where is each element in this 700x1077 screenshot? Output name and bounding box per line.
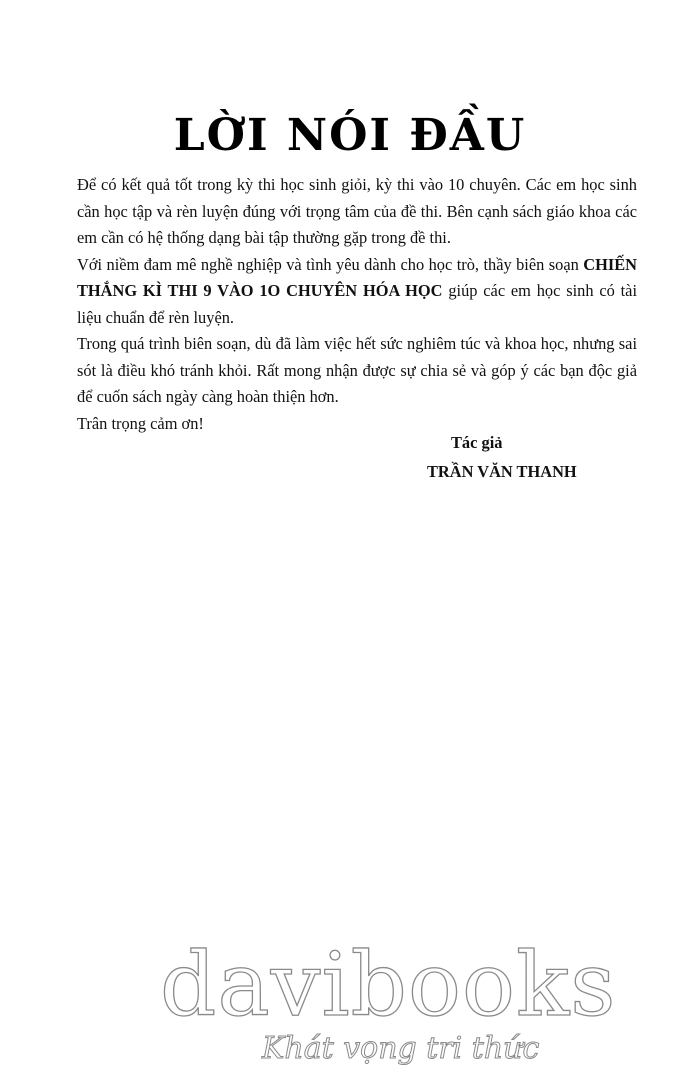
paragraph-2: [77, 252, 637, 332]
paragraph-2-intro: Với niềm đam mê nghề nghiệp và tình yêu dành cho học trò, thầy biên soạn: [77, 254, 584, 274]
signature-block: [427, 428, 577, 486]
paragraph-2-outro: giúp các em học sinh có tài liệu chuẩn để rèn luyện.: [77, 281, 637, 327]
author-name: TRẦN VĂN THANH: [427, 462, 577, 481]
paragraph-4: Trân trọng cảm ơn!: [77, 413, 204, 433]
paragraph-3: Trong quá trình biên soạn, dù đã làm việc hết sức nghiêm túc và khoa học, nhưng sai sót là điều khó tránh khỏi. Rất mong nhận được sự chia sẻ và góp ý các bạn độc giả để cuốn sách ngày càng hoàn thiện hơn.: [77, 334, 637, 406]
page-title: LỜI NÓI ĐẦU: [173, 110, 527, 161]
author-role: Tác giả: [451, 433, 503, 452]
book-title: CHIẾN THẮNG KÌ THI 9 VÀO 1O CHUYÊN HÓA HỌC: [77, 254, 637, 300]
watermark-brand: davibooks: [160, 933, 617, 1036]
paragraph-1: Để có kết quả tốt trong kỳ thi học sinh giỏi, kỳ thi vào 10 chuyên. Các em học sinh cần học tập và rèn luyện đúng với trọng tâm của đề thi. Bên cạnh sách giáo khoa các em cần có hệ thống dạng bài tập thường gặp trong đề thi.: [77, 175, 637, 247]
preface-body: [77, 172, 637, 437]
watermark-tagline: Khát vọng tri thức: [262, 1031, 540, 1066]
